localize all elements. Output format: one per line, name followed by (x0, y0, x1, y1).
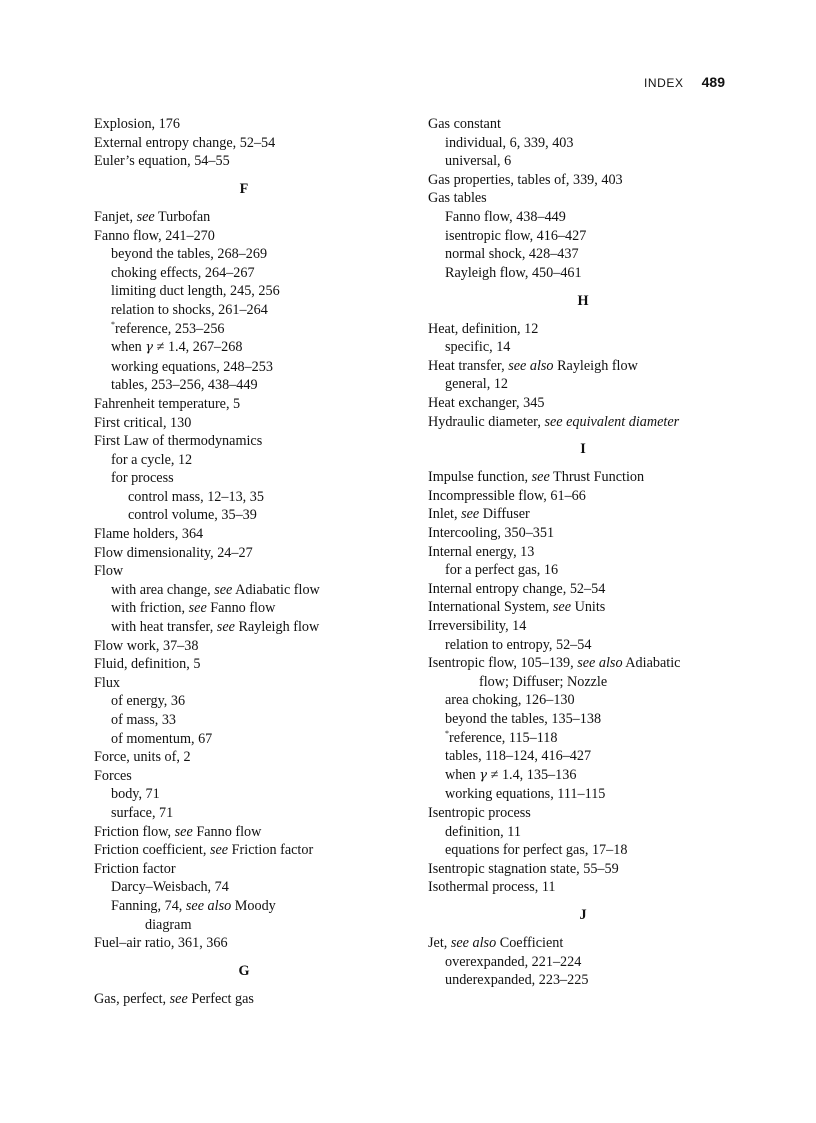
entry-text: Explosion, 176 (94, 116, 180, 132)
index-subentry (94, 878, 394, 897)
index-subentry (428, 673, 738, 692)
entry-text: Incompressible flow, 61–66 (428, 487, 586, 504)
index-entry (428, 860, 738, 879)
index-entry (94, 990, 394, 1009)
index-entry (94, 823, 394, 842)
entry-text: when (111, 339, 146, 356)
index-subentry (428, 264, 738, 283)
index-entry (94, 432, 394, 451)
cross-reference: see also (185, 897, 232, 914)
index-entry (428, 543, 738, 562)
entry-text: Heat, definition, 12 (428, 320, 539, 337)
index-subentry (94, 488, 394, 507)
cross-reference: see (216, 619, 235, 636)
index-entry (428, 598, 738, 617)
entry-text: Fanno flow, 438–449 (445, 208, 566, 225)
entry-text: with area change, (111, 581, 215, 598)
entry-text: Flow dimensionality, 24–27 (94, 544, 253, 561)
entry-text: reference, 253–256 (115, 320, 225, 337)
entry-text: working equations, 111–115 (445, 786, 606, 803)
asterisk-mark: * (111, 319, 115, 329)
entry-text: normal shock, 428–437 (445, 246, 579, 263)
entry-text: γ (145, 340, 154, 356)
index-entry (428, 394, 738, 413)
index-entry (94, 134, 394, 153)
entry-text: of mass, 33 (111, 712, 177, 728)
cross-reference: see (461, 506, 480, 523)
entry-text: relation to entropy, 52–54 (445, 636, 592, 653)
entry-text: universal, 6 (445, 153, 512, 170)
index-subentry (94, 581, 394, 600)
index-subentry (428, 710, 738, 729)
index-entry (428, 320, 738, 339)
entry-text: Friction coefficient, (94, 842, 210, 859)
entry-text: Heat transfer, (428, 357, 509, 374)
index-subentry (428, 729, 738, 748)
index-subentry (94, 376, 394, 395)
index-entry (94, 208, 394, 227)
index-subentry (94, 916, 394, 935)
index-entry (94, 748, 394, 767)
entry-text: of energy, 36 (111, 693, 186, 710)
entry-text: Forces (94, 767, 132, 784)
entry-text: Rayleigh flow (234, 619, 320, 636)
entry-text: External entropy change, 52–54 (94, 134, 276, 151)
cross-reference: see also (450, 935, 497, 952)
index-subentry (94, 245, 394, 264)
entry-text: Internal entropy change, 52–54 (428, 580, 606, 597)
index-subentry (428, 785, 738, 804)
index-subentry (94, 730, 394, 749)
index-subentry (428, 636, 738, 655)
entry-text: Jet, (428, 935, 451, 952)
entry-text: γ (479, 767, 488, 783)
cross-reference: see (174, 823, 193, 840)
entry-text: Adiabatic (622, 655, 681, 672)
index-entry (428, 115, 738, 134)
index-entry (428, 617, 738, 636)
entry-text: Darcy–Weisbach, 74 (111, 879, 229, 896)
index-subentry (428, 134, 738, 153)
index-subentry (94, 320, 394, 339)
entry-text: Friction factor (94, 860, 176, 877)
index-entry (428, 468, 738, 487)
index-entry (428, 505, 738, 524)
entry-text: choking effects, 264–267 (111, 264, 255, 281)
index-entry (428, 878, 738, 897)
index-subentry (94, 804, 394, 823)
entry-text: Fuel–air ratio, 361, 366 (94, 935, 228, 952)
entry-text: definition, 11 (445, 823, 521, 840)
index-entry (94, 227, 394, 246)
index-subentry (428, 766, 738, 786)
index-subentry (428, 953, 738, 972)
cross-reference: see also (577, 655, 623, 672)
index-entry (94, 525, 394, 544)
entry-text: Impulse function, (428, 469, 532, 486)
cross-reference: see (214, 581, 233, 598)
index-subentry (94, 897, 394, 916)
index-subentry (428, 227, 738, 246)
index-subentry (94, 785, 394, 804)
entry-text: Isentropic flow, 105–139, (428, 655, 578, 672)
index-entry (94, 562, 394, 581)
entry-text: First Law of thermodynamics (94, 433, 263, 450)
entry-text: working equations, 248–253 (111, 358, 273, 375)
entry-text: Rayleigh flow (553, 357, 638, 374)
index-entry (428, 189, 738, 208)
entry-text: for a cycle, 12 (111, 451, 193, 468)
index-column-right (428, 115, 738, 990)
entry-text: Fanning, 74, (111, 897, 186, 914)
index-column-left (94, 115, 394, 1009)
index-letter-heading: G (238, 963, 250, 980)
entry-text: ≠ 1.4, 135–136 (487, 766, 577, 783)
index-entry (428, 171, 738, 190)
entry-text: beyond the tables, 135–138 (445, 711, 602, 727)
entry-text: Turbofan (154, 208, 211, 225)
index-subentry (428, 841, 738, 860)
entry-text: Coefficient (496, 935, 564, 952)
index-entry (428, 654, 738, 673)
entry-text: Rayleigh flow, 450–461 (445, 264, 582, 281)
entry-text: beyond the tables, 268–269 (111, 246, 268, 263)
entry-text: control mass, 12–13, 35 (128, 488, 264, 505)
entry-text: Gas constant (428, 116, 501, 132)
entry-text: ≠ 1.4, 267–268 (153, 339, 243, 356)
entry-text: Flame holders, 364 (94, 526, 204, 543)
entry-text: Isentropic process (428, 804, 531, 821)
cross-reference: see also (508, 357, 554, 374)
index-subentry (428, 561, 738, 580)
entry-text: Units (571, 599, 606, 616)
entry-text: with heat transfer, (111, 619, 217, 636)
entry-text: Flow work, 37–38 (94, 637, 199, 654)
entry-text: when (445, 766, 480, 783)
index-entry (94, 544, 394, 563)
index-subentry (428, 747, 738, 766)
entry-text: International System, (428, 599, 553, 616)
index-subentry (94, 451, 394, 470)
entry-text: Hydraulic diameter, (428, 413, 545, 430)
index-subentry (94, 692, 394, 711)
index-entry (94, 655, 394, 674)
cross-reference: see (552, 599, 572, 616)
entry-text: for a perfect gas, 16 (445, 562, 559, 579)
index-subentry (428, 823, 738, 842)
entry-text: Friction flow, (94, 823, 175, 840)
entry-text: for process (111, 470, 174, 487)
index-entry (94, 115, 394, 134)
entry-text: overexpanded, 221–224 (445, 953, 582, 970)
entry-text: control volume, 35–39 (128, 507, 257, 524)
index-entry (428, 413, 738, 432)
index-entry (94, 767, 394, 786)
running-head-label: INDEX (643, 76, 684, 90)
index-entry (428, 487, 738, 506)
entry-text: Fanno flow (206, 600, 276, 617)
entry-text: Irreversibility, 14 (428, 618, 527, 635)
entry-text: tables, 118–124, 416–427 (445, 748, 592, 765)
index-entry (94, 152, 394, 171)
index-letter-heading: F (239, 181, 249, 198)
entry-text: Internal energy, 13 (428, 543, 535, 560)
index-entry (94, 934, 394, 953)
entry-text: Gas tables (428, 190, 487, 207)
index-subentry (428, 338, 738, 357)
index-subentry (94, 301, 394, 320)
index-entry (94, 395, 394, 414)
entry-text: Fanno flow, 241–270 (94, 227, 215, 244)
cross-reference: see (169, 990, 188, 1007)
index-entry (94, 637, 394, 656)
entry-text: Perfect gas (187, 990, 254, 1007)
entry-text: Friction factor (228, 842, 314, 859)
entry-text: Isothermal process, 11 (428, 879, 556, 896)
index-entry (94, 841, 394, 860)
cross-reference: see equivalent diameter (544, 413, 680, 430)
entry-text: specific, 14 (445, 339, 511, 356)
entry-text: Moody (231, 897, 276, 914)
index-subentry (428, 971, 738, 990)
index-entry (428, 357, 738, 376)
page-number: 489 (701, 74, 725, 90)
cross-reference: see (188, 600, 207, 617)
index-subentry (94, 506, 394, 525)
entry-text: isentropic flow, 416–427 (445, 227, 587, 244)
index-entry (428, 524, 738, 543)
index-entry (428, 580, 738, 599)
cross-reference: see (136, 208, 155, 225)
entry-text: First critical, 130 (94, 414, 192, 431)
index-letter-heading: J (579, 907, 587, 924)
entry-text: Gas, perfect, (94, 990, 170, 1007)
entry-text: body, 71 (111, 786, 160, 803)
entry-text: with friction, (111, 600, 189, 617)
entry-text: equations for perfect gas, 17–18 (445, 842, 628, 859)
index-letter-heading: H (577, 292, 589, 309)
running-head (644, 74, 725, 90)
entry-text: surface, 71 (111, 804, 174, 821)
entry-text: Intercooling, 350–351 (428, 525, 555, 542)
index-entry (428, 934, 738, 953)
index-entry (94, 674, 394, 693)
index-subentry (94, 338, 394, 358)
entry-text: diagram (145, 916, 192, 933)
entry-text: general, 12 (445, 376, 509, 393)
entry-text: Fanno flow (192, 823, 262, 840)
index-subentry (428, 208, 738, 227)
entry-text: Fahrenheit temperature, 5 (94, 395, 241, 412)
entry-text: Adiabatic flow (232, 581, 320, 598)
entry-text: Thrust Function (549, 469, 645, 486)
index-subentry (94, 618, 394, 637)
index-subentry (428, 375, 738, 394)
entry-text: relation to shocks, 261–264 (111, 301, 268, 318)
entry-text: reference, 115–118 (449, 729, 558, 746)
index-subentry (94, 264, 394, 283)
entry-text: individual, 6, 339, 403 (445, 134, 574, 151)
entry-text: Isentropic stagnation state, 55–59 (428, 860, 619, 877)
entry-text: Fanjet, (94, 208, 137, 225)
entry-text: Flux (94, 674, 121, 691)
index-subentry (94, 282, 394, 301)
entry-text: area choking, 126–130 (445, 692, 575, 709)
entry-text: Gas properties, tables of, 339, 403 (428, 171, 623, 188)
index-subentry (94, 711, 394, 730)
entry-text: underexpanded, 223–225 (445, 972, 589, 989)
cross-reference: see (531, 469, 550, 486)
entry-text: Fluid, definition, 5 (94, 656, 201, 673)
entry-text: limiting duct length, 245, 256 (111, 283, 280, 300)
index-entry (94, 860, 394, 879)
entry-text: Force, units of, 2 (94, 749, 191, 766)
entry-text: Diffuser (479, 506, 530, 523)
index-subentry (428, 152, 738, 171)
index-subentry (94, 599, 394, 618)
cross-reference: see (209, 842, 229, 859)
asterisk-mark: * (445, 728, 449, 738)
index-subentry (94, 469, 394, 488)
entry-text: Inlet, (428, 506, 462, 523)
entry-text: of momentum, 67 (111, 730, 213, 747)
index-letter-heading: I (580, 441, 586, 458)
index-entry (428, 804, 738, 823)
entry-text: Euler’s equation, 54–55 (94, 153, 230, 170)
index-entry (94, 414, 394, 433)
entry-text: flow; Diffuser; Nozzle (479, 673, 608, 690)
entry-text: Flow (94, 563, 124, 580)
entry-text: Heat exchanger, 345 (428, 394, 545, 411)
index-subentry (428, 245, 738, 264)
index-subentry (428, 691, 738, 710)
index-subentry (94, 358, 394, 377)
entry-text: tables, 253–256, 438–449 (111, 377, 258, 394)
